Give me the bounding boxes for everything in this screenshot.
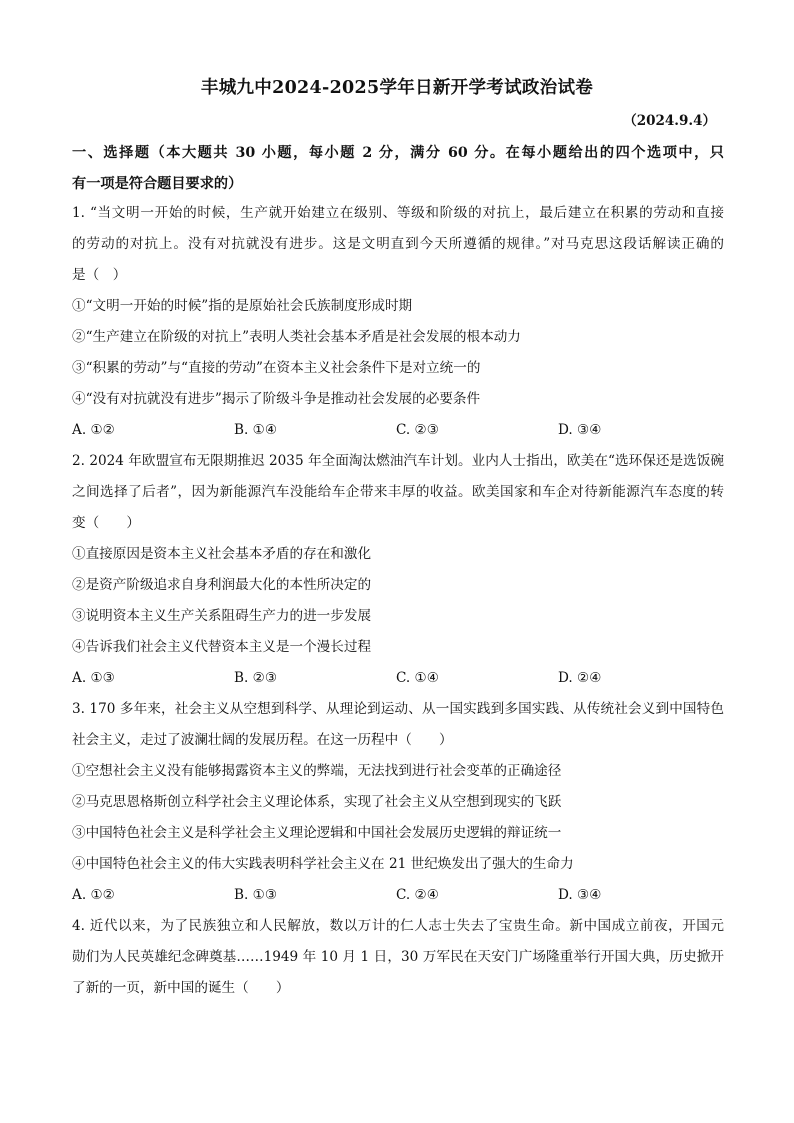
option-c: C. ②③ [396, 422, 439, 438]
question-3 [72, 694, 724, 911]
section-heading-line: 有一项是符合题目要求的） [72, 176, 243, 192]
statement-3: ③“积累的劳动”与“直接的劳动”在资本主义社会条件下是对立统一的 [72, 360, 481, 376]
statement-2: ②是资产阶级追求自身利润最大化的本性所决定的 [72, 577, 372, 593]
question-stem-line: 是（ ） [72, 267, 127, 283]
section-heading [72, 138, 724, 200]
answer-options [72, 880, 724, 911]
statement-1: ①“文明一开始的时候”指的是原始社会氏族制度形成时期 [72, 298, 413, 314]
question-2 [72, 446, 724, 694]
question-1 [72, 198, 724, 446]
question-stem-line: 勋们为人民英雄纪念碑奠基……1949 年 10 月 1 日，30 万军民在天安门广场隆重举行开国大典，历史掀开 [72, 949, 724, 965]
option-b: B. ②③ [234, 670, 278, 686]
statement-4: ④告诉我们社会主义代替资本主义是一个漫长过程 [72, 639, 372, 655]
statement-4: ④中国特色社会主义的伟大实践表明科学社会主义在 21 世纪焕发出了强大的生命力 [72, 856, 574, 872]
question-4 [72, 911, 724, 1004]
question-list [72, 198, 724, 1004]
question-stem-line: 2. 2024 年欧盟宣布无限期推迟 2035 年全面淘汰燃油汽车计划。业内人士指出，欧美在“选环保还是选饭碗 [72, 453, 724, 469]
option-d: D. ③④ [558, 887, 602, 903]
question-stem-line: 变（ ） [72, 515, 140, 531]
question-stem-line: 社会主义，走过了波澜壮阔的发展历程。在这一历程中（ ） [72, 732, 453, 748]
option-a: A. ①② [72, 887, 115, 903]
option-a: A. ①② [72, 422, 115, 438]
exam-title: 丰城九中2024-2025学年日新开学考试政治试卷 [200, 78, 594, 98]
statement-3: ③说明资本主义生产关系阻碍生产力的进一步发展 [72, 608, 372, 624]
statement-2: ②马克思恩格斯创立科学社会主义理论体系，实现了社会主义从空想到现实的飞跃 [72, 794, 562, 810]
question-stem-line: 1. “当文明一开始的时候，生产就开始建立在级别、等级和阶级的对抗上，最后建立在积累的劳动和直接 [72, 205, 724, 221]
option-c: C. ①④ [396, 670, 439, 686]
option-b: B. ①③ [234, 887, 278, 903]
statement-1: ①空想社会主义没有能够揭露资本主义的弊端，无法找到进行社会变革的正确途径 [72, 763, 562, 779]
statement-1: ①直接原因是资本主义社会基本矛盾的存在和激化 [72, 546, 372, 562]
option-c: C. ②④ [396, 887, 439, 903]
question-stem-line: 之间选择了后者”，因为新能源汽车没能给车企带来丰厚的收益。欧美国家和车企对待新能源汽车态度的转 [72, 484, 724, 500]
option-d: D. ③④ [558, 422, 602, 438]
option-d: D. ②④ [558, 670, 602, 686]
question-stem-line: 3. 170 多年来，社会主义从空想到科学、从理论到运动、从一国实践到多国实践、从传统社会义到中国特色 [72, 701, 724, 717]
question-stem-line: 的劳动的对抗上。没有对抗就没有进步。这是文明直到今天所遵循的规律。”对马克思这段话解读正确的 [72, 236, 724, 252]
option-a: A. ①③ [72, 670, 115, 686]
option-b: B. ①④ [234, 422, 278, 438]
answer-options [72, 663, 724, 694]
section-heading-line: 一、选择题（本大题共 30 小题，每小题 2 分，满分 60 分。在每小题给出的四个选项中，只 [72, 145, 724, 161]
statement-2: ②“生产建立在阶级的对抗上”表明人类社会基本矛盾是社会发展的根本动力 [72, 329, 521, 345]
exam-date: （2024.9.4） [623, 113, 716, 129]
question-stem-line: 4. 近代以来，为了民族独立和人民解放，数以万计的仁人志士失去了宝贵生命。新中国成立前夜，开国元 [72, 918, 724, 934]
question-stem-line: 了新的一页，新中国的诞生（ ） [72, 980, 290, 996]
answer-options [72, 415, 724, 446]
statement-4: ④“没有对抗就没有进步”揭示了阶级斗争是推动社会发展的必要条件 [72, 391, 481, 407]
statement-3: ③中国特色社会主义是科学社会主义理论逻辑和中国社会发展历史逻辑的辩证统一 [72, 825, 562, 841]
